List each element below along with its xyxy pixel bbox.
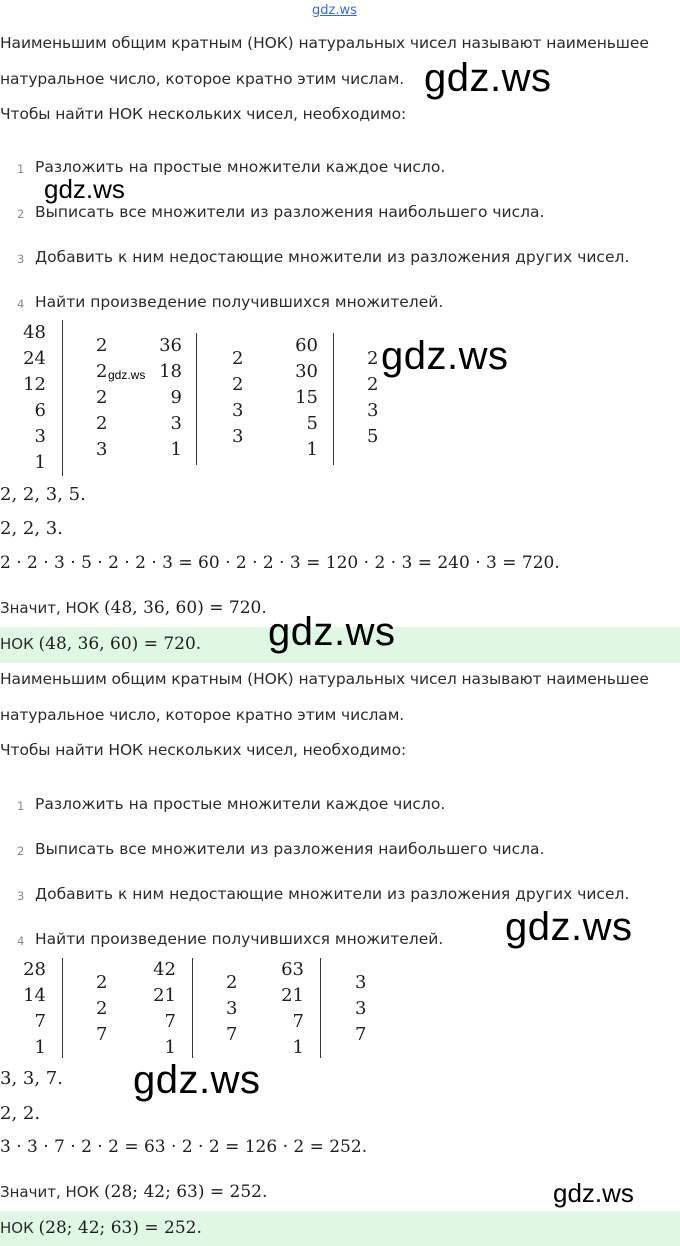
step-number: 2 — [17, 844, 25, 858]
decomp-value: 1 — [164, 1037, 176, 1058]
decomp-value: 1 — [306, 439, 318, 460]
watermark: gdz.ws — [424, 56, 552, 100]
definition-text-cont: натуральное число, которое кратно этим числам. — [0, 706, 405, 724]
answer — [0, 1218, 202, 1238]
step-number: 4 — [17, 297, 25, 311]
decomp-value: 7 — [164, 1011, 176, 1032]
definition-text-cont: натуральное число, которое кратно этим числам. — [0, 70, 405, 88]
watermark: gdz.ws — [505, 905, 633, 949]
conclusion-math: (48, 36, 60) = 720. — [104, 598, 267, 618]
answer — [0, 634, 201, 654]
decomp-value: 48 — [23, 322, 46, 343]
step-number: 3 — [17, 889, 25, 903]
decomp-value: 1 — [34, 452, 46, 473]
decomp-factor: 2 — [96, 335, 108, 356]
watermark: gdz.ws — [133, 1058, 261, 1102]
decomp-value: 3 — [34, 426, 46, 447]
step-text: Найти произведение получившихся множителей. — [35, 293, 444, 311]
decomp-factor: 3 — [355, 972, 367, 993]
step-number: 3 — [17, 252, 25, 266]
decomp-factor: 3 — [355, 998, 367, 1019]
decomp-factor: 3 — [226, 998, 238, 1019]
decomp-factor: 3 — [232, 400, 244, 421]
watermark: gdz.ws — [44, 174, 125, 204]
conclusion-math: (28; 42; 63) = 252. — [104, 1182, 268, 1202]
step-text: Разложить на простые множители каждое число. — [35, 158, 446, 176]
conclusion — [0, 1182, 267, 1202]
decomp-value: 30 — [295, 361, 318, 382]
decomp-value: 1 — [34, 1037, 46, 1058]
nok-label: НОК — [65, 1183, 100, 1201]
divider-line — [62, 958, 63, 1058]
definition-text: Наименьшим общим кратным (НОК) натуральных чисел называют наименьшее — [0, 34, 649, 52]
decomp-value: 5 — [306, 413, 318, 434]
product-calculation: 3 · 3 · 7 · 2 · 2 = 63 · 2 · 2 = 126 · 2 = 252. — [0, 1137, 368, 1157]
divider-line — [196, 333, 197, 465]
watermark: gdz.ws — [268, 610, 396, 654]
site-link[interactable]: gdz.ws — [312, 3, 357, 18]
decomp-value: 63 — [281, 959, 304, 980]
decomp-value: 42 — [153, 959, 176, 980]
decomp-factor: 7 — [226, 1024, 238, 1045]
decomp-value: 21 — [153, 985, 176, 1006]
instructions-intro: Чтобы найти НОК нескольких чисел, необходимо: — [0, 105, 407, 123]
decomp-factor: 3 — [96, 439, 108, 460]
step-text: Найти произведение получившихся множителей. — [35, 930, 444, 948]
decomp-factor: 2 — [96, 998, 108, 1019]
decomp-value: 1 — [170, 439, 182, 460]
definition-text: Наименьшим общим кратным (НОК) натуральных чисел называют наименьшее — [0, 670, 649, 688]
divider-line — [192, 958, 193, 1058]
product-calculation: 2 · 2 · 3 · 5 · 2 · 2 · 3 = 60 · 2 · 2 · 3 = 120 · 2 · 3 = 240 · 3 = 720. — [0, 553, 560, 573]
decomp-value: 7 — [34, 1011, 46, 1032]
step-number: 4 — [17, 934, 25, 948]
divider-line — [62, 320, 63, 476]
decomp-value: 36 — [159, 335, 182, 356]
nok-label: НОК — [0, 1219, 34, 1237]
step-number: 1 — [17, 799, 25, 813]
missing-factors-line: 2, 2. — [0, 1103, 41, 1124]
instructions-intro: Чтобы найти НОК нескольких чисел, необходимо: — [0, 741, 407, 759]
step-text: Добавить к ним недостающие множители из разложения других чисел. — [35, 885, 630, 903]
decomp-factor: 2 — [232, 374, 244, 395]
step-text: Разложить на простые множители каждое число. — [35, 795, 446, 813]
decomp-factor: 2 — [232, 348, 244, 369]
answer-math: (48, 36, 60) = 720. — [38, 634, 202, 654]
decomp-value: 6 — [34, 400, 46, 421]
missing-factors-line: 2, 2, 3, 5. — [0, 484, 86, 505]
decomp-factor: 2 — [367, 348, 379, 369]
decomp-factor: 3 — [232, 426, 244, 447]
answer-math: (28; 42; 63) = 252. — [38, 1218, 202, 1238]
missing-factors-line: 2, 2, 3. — [0, 518, 63, 539]
decomp-value: 18 — [159, 361, 182, 382]
decomp-value: 12 — [23, 374, 46, 395]
step-text: Добавить к ним недостающие множители из разложения других чисел. — [35, 248, 630, 266]
decomp-factor: 2 — [96, 972, 108, 993]
decomp-factor: 5 — [367, 426, 379, 447]
nok-label: НОК — [0, 635, 34, 653]
step-text: Выписать все множители из разложения наибольшего числа. — [35, 203, 545, 221]
decomp-factor: 2 — [96, 387, 108, 408]
conclusion — [0, 598, 267, 618]
divider-line — [320, 958, 321, 1058]
decomp-value: 1 — [292, 1037, 304, 1058]
decomp-value: 14 — [23, 985, 46, 1006]
watermark: gdz.ws — [381, 334, 509, 378]
decomp-factor: 2 — [96, 361, 108, 382]
divider-line — [333, 333, 334, 465]
decomp-factor: 2 — [226, 972, 238, 993]
decomp-factor: 2 — [367, 374, 379, 395]
decomp-value: 21 — [281, 985, 304, 1006]
decomp-value: 15 — [295, 387, 318, 408]
step-text: Выписать все множители из разложения наибольшего числа. — [35, 840, 545, 858]
decomp-value: 7 — [292, 1011, 304, 1032]
step-number: 2 — [17, 207, 25, 221]
nok-label: НОК — [65, 599, 100, 617]
step-number: 1 — [17, 162, 25, 176]
watermark: gdz.ws — [553, 1178, 634, 1208]
decomp-value: 9 — [170, 387, 182, 408]
decomp-factor: 7 — [96, 1024, 108, 1045]
decomp-factor: 3 — [367, 400, 379, 421]
decomp-factor: 7 — [355, 1024, 367, 1045]
decomp-value: 24 — [23, 348, 46, 369]
watermark: gdz.ws — [108, 368, 146, 382]
conclusion-label: Значит, — [0, 1183, 61, 1201]
decomp-value: 28 — [23, 959, 46, 980]
decomp-value: 3 — [170, 413, 182, 434]
decomp-value: 60 — [295, 335, 318, 356]
decomp-factor: 2 — [96, 413, 108, 434]
missing-factors-line: 3, 3, 7. — [0, 1068, 63, 1089]
conclusion-label: Значит, — [0, 599, 61, 617]
